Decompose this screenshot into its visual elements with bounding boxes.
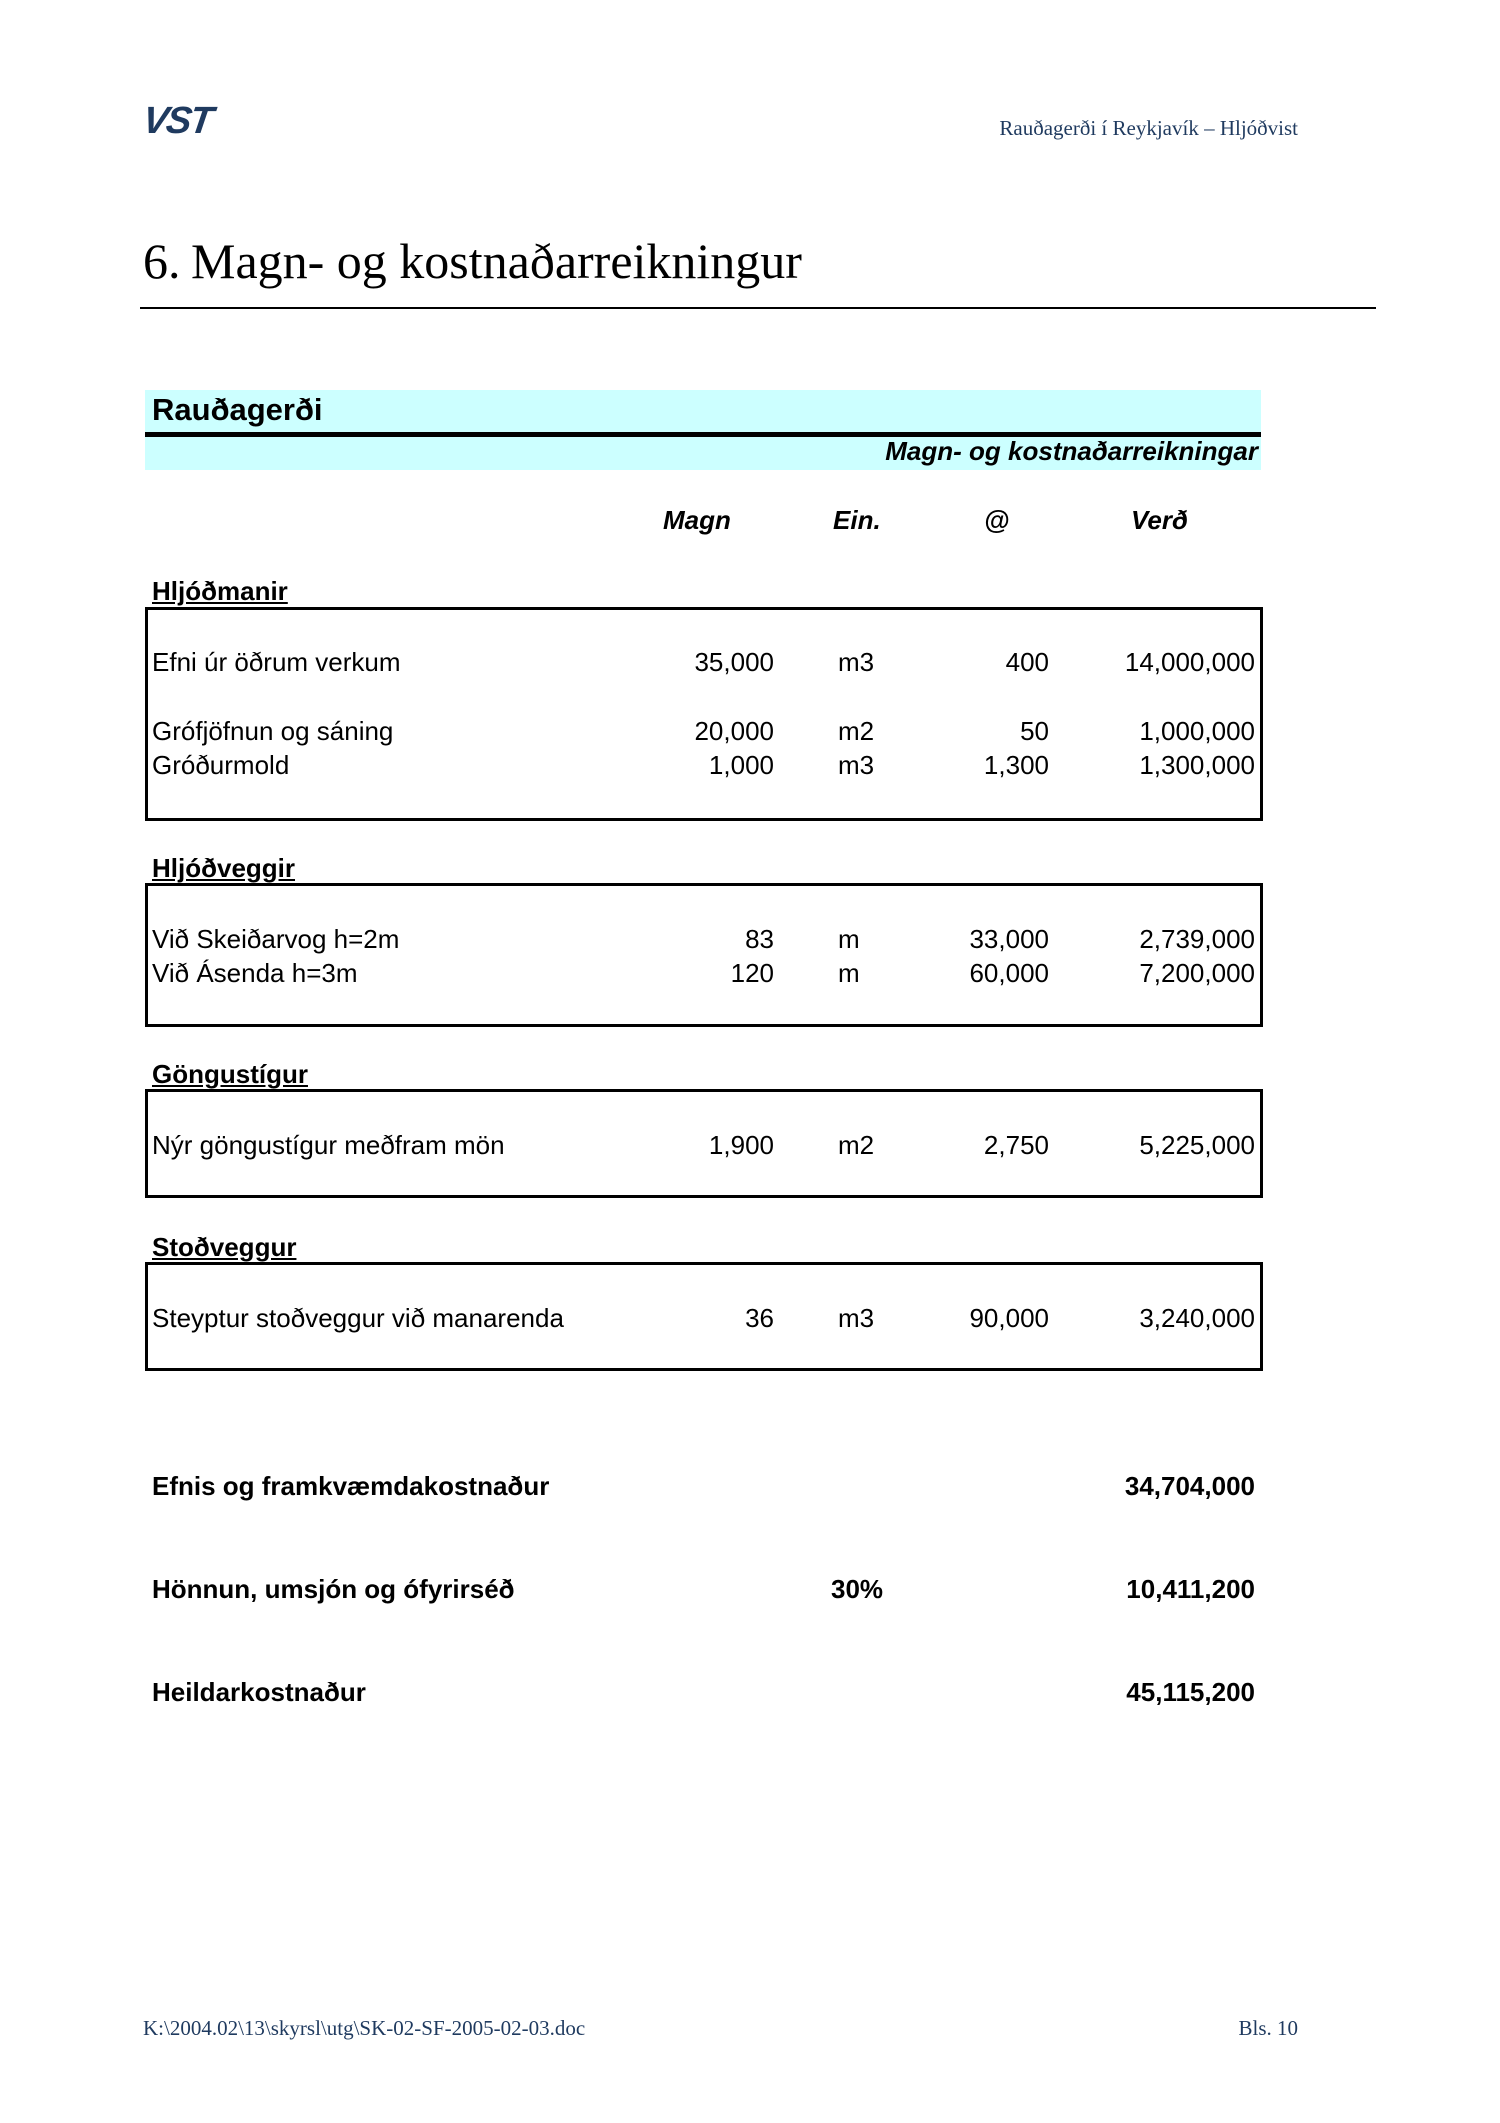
row-description: Steyptur stoðveggur við manarenda: [152, 1303, 564, 1333]
row-unit-price: 60,000: [969, 958, 1049, 988]
row-quantity: 1,900: [708, 1130, 774, 1160]
row-unit: m: [838, 958, 860, 988]
section-label-hljodveggir: Hljóðveggir: [152, 853, 296, 883]
row-unit-price: 1,300: [983, 750, 1049, 780]
column-header-total: Verð: [1131, 505, 1188, 535]
grand-total-value: 45,115,200: [1126, 1677, 1255, 1707]
row-quantity: 36: [745, 1303, 774, 1333]
row-quantity: 35,000: [694, 647, 774, 677]
section-label-gongustigur: Göngustígur: [152, 1059, 308, 1089]
row-total: 14,000,000: [1124, 647, 1255, 677]
section-box-hljodveggir: [145, 883, 1263, 1027]
material-cost-label: Efnis og framkvæmdakostnaður: [152, 1471, 550, 1501]
material-cost-total: 34,704,000: [1124, 1471, 1255, 1501]
row-quantity: 20,000: [694, 716, 774, 746]
row-description: Við Ásenda h=3m: [152, 958, 358, 988]
design-cost-percent: 30%: [831, 1574, 884, 1604]
section-title: Magn- og kostnaðarreikningur: [191, 233, 802, 289]
document-header-title: Rauðagerði í Reykjavík – Hljóðvist: [999, 116, 1298, 140]
title-divider: [140, 307, 1376, 309]
row-unit-price: 50: [1020, 716, 1049, 746]
footer-page-number: Bls. 10: [1238, 2016, 1298, 2040]
column-header-price: @: [984, 505, 1010, 535]
row-unit-price: 2,750: [983, 1130, 1049, 1160]
row-total: 7,200,000: [1139, 958, 1255, 988]
row-total: 3,240,000: [1139, 1303, 1255, 1333]
row-description: Við Skeiðarvog h=2m: [152, 924, 400, 954]
section-label-stodveggur: Stoðveggur: [152, 1232, 297, 1262]
row-description: Grófjöfnun og sáning: [152, 716, 394, 746]
row-unit-price: 90,000: [969, 1303, 1049, 1333]
row-unit-price: 33,000: [969, 924, 1049, 954]
column-header-qty: Magn: [663, 505, 731, 535]
section-number: 6.: [143, 233, 181, 289]
footer-file-path: K:\2004.02\13\skyrsl\utg\SK-02-SF-2005-02-03.doc: [143, 2016, 586, 2040]
row-description: Nýr göngustígur meðfram mön: [152, 1130, 505, 1160]
grand-total-label: Heildarkostnaður: [152, 1677, 366, 1707]
row-total: 5,225,000: [1139, 1130, 1255, 1160]
row-unit: m: [838, 924, 860, 954]
row-unit: m3: [838, 1303, 875, 1333]
column-header-unit: Ein.: [833, 505, 881, 535]
project-title: Rauðagerði: [152, 392, 323, 427]
row-total: 1,300,000: [1139, 750, 1255, 780]
section-box-hljodmanir: [145, 607, 1263, 821]
row-quantity: 83: [745, 924, 774, 954]
section-label-hljodmanir: Hljóðmanir: [152, 576, 288, 606]
design-cost-label: Hönnun, umsjón og ófyrirséð: [152, 1574, 515, 1604]
design-cost-total: 10,411,200: [1126, 1574, 1255, 1604]
row-unit: m2: [838, 716, 875, 746]
row-description: Gróðurmold: [152, 750, 290, 780]
row-quantity: 120: [730, 958, 774, 988]
row-description: Efni úr öðrum verkum: [152, 647, 401, 677]
row-unit: m3: [838, 750, 875, 780]
row-quantity: 1,000: [708, 750, 774, 780]
row-total: 2,739,000: [1139, 924, 1255, 954]
vst-logo: VST: [140, 100, 214, 142]
project-subtitle: Magn- og kostnaðarreikningar: [885, 436, 1258, 466]
page-title: [143, 232, 802, 290]
row-unit-price: 400: [1005, 647, 1049, 677]
row-total: 1,000,000: [1139, 716, 1255, 746]
row-unit: m2: [838, 1130, 875, 1160]
row-unit: m3: [838, 647, 875, 677]
